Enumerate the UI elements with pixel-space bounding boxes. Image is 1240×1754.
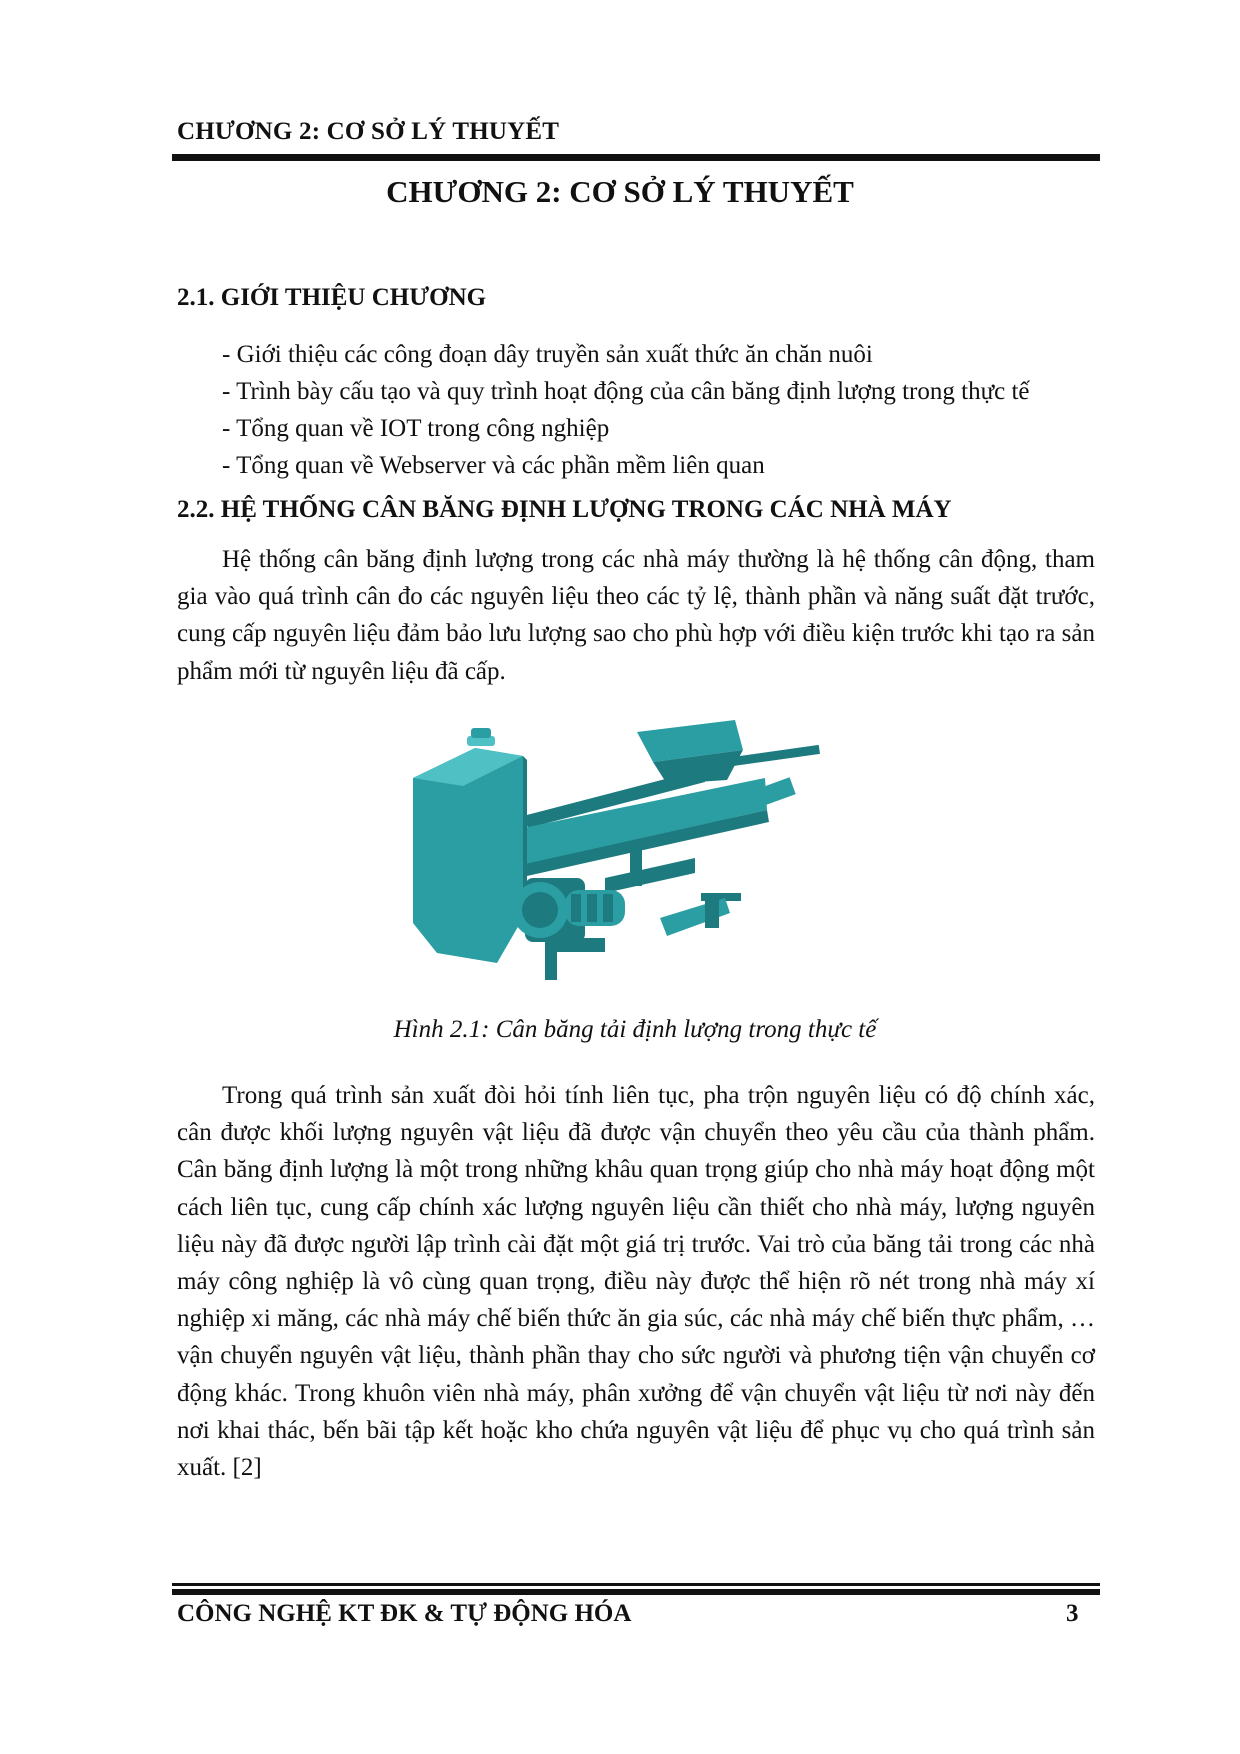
- list-item: - Giới thiệu các công đoạn dây truyền sản xuất thức ăn chăn nuôi: [222, 341, 873, 368]
- belt-scale-machine-image: [405, 718, 835, 1015]
- bullet-list: [222, 336, 1030, 484]
- list-item: - Trình bày cấu tạo và quy trình hoạt động của cân băng định lượng trong thực tế: [222, 378, 1030, 405]
- paragraph-intro: Hệ thống cân băng định lượng trong các nhà máy thường là hệ thống cân động, tham gia vào quá trình cân đo các nguyên liệu theo các tỷ lệ, thành phần và năng suất đặt trước, cung cấp nguyên liệu đảm bảo lưu lượng sao cho phù hợp với điều kiện trước khi tạo ra sản phẩm mới từ nguyên liệu đã cấp.: [177, 546, 1095, 685]
- paragraph-body: Trong quá trình sản xuất đòi hỏi tính liên tục, pha trộn nguyên liệu có độ chính xác, cân được khối lượng nguyên vật liệu đã được vận chuyển theo yêu cầu của thành phẩm. Cân băng định lượng là một trong những khâu quan trọng giúp cho nhà máy hoạt động một cách liên tục, cung cấp chính xác lượng nguyên liệu cần thiết cho nhà máy, lượng nguyên liệu này đã được người lập trình cài đặt một giá trị trước. Vai trò của băng tải trong các nhà máy công nghiệp là vô cùng quan trọng, điều này được thể hiện rõ nét trong nhà máy xí nghiệp xi măng, các nhà máy chế biến thức ăn gia súc, các nhà máy chế biến thực phẩm, … vận chuyển nguyên vật liệu, thành phần thay cho sức người và phương tiện vận chuyển cơ động khác. Trong khuôn viên nhà máy, phân xưởng để vận chuyển vật liệu từ nơi này đến nơi khai thác, bến bãi tập kết hoặc kho chứa nguyên vật liệu để phục vụ cho quá trình sản xuất. [2]: [177, 1082, 1095, 1482]
- footer-rule-thick: [172, 1589, 1100, 1595]
- running-header: CHƯƠNG 2: CƠ SỞ LÝ THUYẾT: [177, 118, 560, 145]
- list-item: - Tổng quan về Webserver và các phần mềm liên quan: [222, 452, 765, 479]
- footer-rule-thin: [172, 1583, 1100, 1586]
- section-heading-2-1: 2.1. GIỚI THIỆU CHƯƠNG: [177, 284, 487, 311]
- section-heading-2-2: 2.2. HỆ THỐNG CÂN BĂNG ĐỊNH LƯỢNG TRONG CÁC NHÀ MÁY: [177, 496, 952, 523]
- page-number: 3: [1066, 1600, 1079, 1627]
- belt-scale-illustration: [413, 720, 820, 980]
- header-rule: [172, 154, 1100, 161]
- footer-department: CÔNG NGHỆ KT ĐK & TỰ ĐỘNG HÓA: [177, 1600, 632, 1627]
- list-item: - Tổng quan về IOT trong công nghiệp: [222, 415, 610, 442]
- figure-caption: Hình 2.1: Cân băng tải định lượng trong thực tế: [393, 1016, 877, 1043]
- chapter-title: CHƯƠNG 2: CƠ SỞ LÝ THUYẾT: [386, 174, 854, 209]
